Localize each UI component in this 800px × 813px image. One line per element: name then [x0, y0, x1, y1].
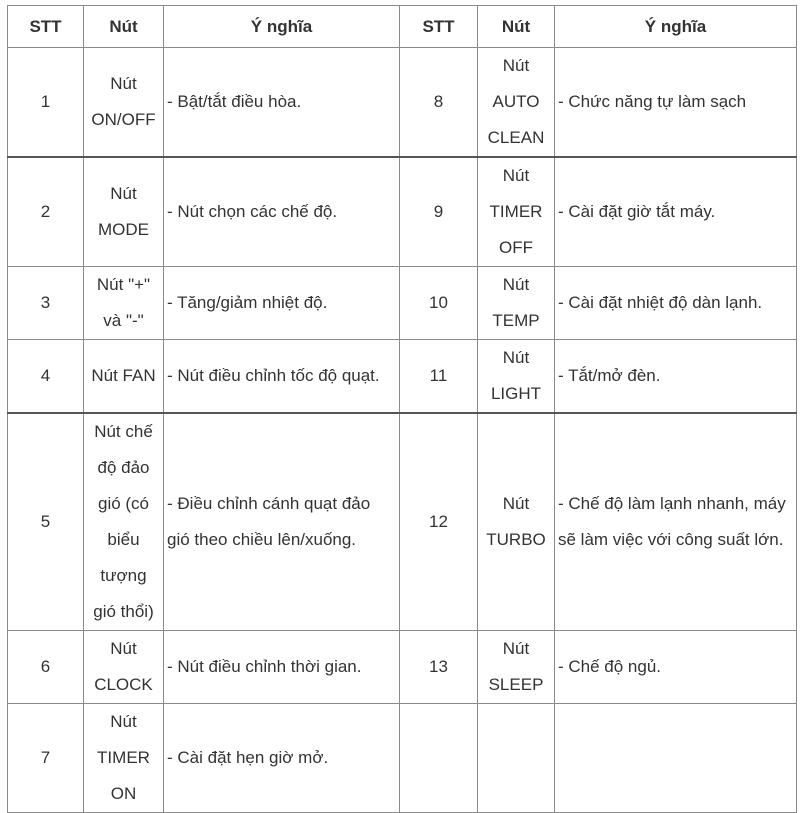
cell-nut-2: Nút LIGHT [478, 340, 555, 414]
cell-stt: 2 [8, 157, 84, 267]
cell-stt-2: 12 [400, 413, 478, 631]
cell-nut-2 [478, 704, 555, 813]
cell-nut-2: Nút TURBO [478, 413, 555, 631]
cell-y-nghia: - Nút chọn các chế độ. [164, 157, 400, 267]
cell-y-nghia-2: - Cài đặt nhiệt độ dàn lạnh. [555, 267, 797, 340]
cell-nut: Nút "+" và "-" [84, 267, 164, 340]
cell-nut: Nút FAN [84, 340, 164, 414]
cell-nut: Nút chế độ đảo gió (có biểu tượng gió thổi) [84, 413, 164, 631]
cell-stt: 1 [8, 48, 84, 158]
cell-y-nghia-2: - Chế độ ngủ. [555, 631, 797, 704]
cell-stt-2: 8 [400, 48, 478, 158]
table-row [8, 157, 797, 267]
cell-stt: 7 [8, 704, 84, 813]
cell-nut-2: Nút SLEEP [478, 631, 555, 704]
header-y-nghia-2: Ý nghĩa [555, 6, 797, 48]
cell-nut: Nút CLOCK [84, 631, 164, 704]
cell-y-nghia: - Bật/tắt điều hòa. [164, 48, 400, 158]
header-nut-2: Nút [478, 6, 555, 48]
table-row [8, 413, 797, 631]
cell-nut-2: Nút TEMP [478, 267, 555, 340]
cell-stt: 5 [8, 413, 84, 631]
header-stt: STT [8, 6, 84, 48]
cell-y-nghia: - Tăng/giảm nhiệt độ. [164, 267, 400, 340]
cell-nut: Nút ON/OFF [84, 48, 164, 158]
cell-stt-2: 11 [400, 340, 478, 414]
cell-stt: 4 [8, 340, 84, 414]
cell-nut-2: Nút AUTO CLEAN [478, 48, 555, 158]
cell-y-nghia-2: - Chế độ làm lạnh nhanh, máy sẽ làm việc với công suất lớn. [555, 413, 797, 631]
header-nut: Nút [84, 6, 164, 48]
header-stt-2: STT [400, 6, 478, 48]
cell-y-nghia-2: - Chức năng tự làm sạch [555, 48, 797, 158]
table-row [8, 631, 797, 704]
cell-stt-2: 9 [400, 157, 478, 267]
cell-y-nghia: - Nút điều chỉnh tốc độ quạt. [164, 340, 400, 414]
cell-stt-2 [400, 704, 478, 813]
table-row [8, 704, 797, 813]
cell-stt: 6 [8, 631, 84, 704]
header-y-nghia: Ý nghĩa [164, 6, 400, 48]
table-row [8, 267, 797, 340]
cell-y-nghia-2: - Cài đặt giờ tắt máy. [555, 157, 797, 267]
cell-nut: Nút TIMER ON [84, 704, 164, 813]
cell-y-nghia: - Cài đặt hẹn giờ mở. [164, 704, 400, 813]
table-row [8, 48, 797, 158]
remote-buttons-table [7, 5, 797, 813]
cell-nut-2: Nút TIMER OFF [478, 157, 555, 267]
cell-y-nghia-2: - Tắt/mở đèn. [555, 340, 797, 414]
table-header-row [8, 6, 797, 48]
cell-y-nghia: - Nút điều chỉnh thời gian. [164, 631, 400, 704]
cell-y-nghia: - Điều chỉnh cánh quạt đảo gió theo chiều lên/xuống. [164, 413, 400, 631]
cell-nut: Nút MODE [84, 157, 164, 267]
cell-stt-2: 13 [400, 631, 478, 704]
cell-y-nghia-2 [555, 704, 797, 813]
cell-stt-2: 10 [400, 267, 478, 340]
table-row [8, 340, 797, 414]
cell-stt: 3 [8, 267, 84, 340]
